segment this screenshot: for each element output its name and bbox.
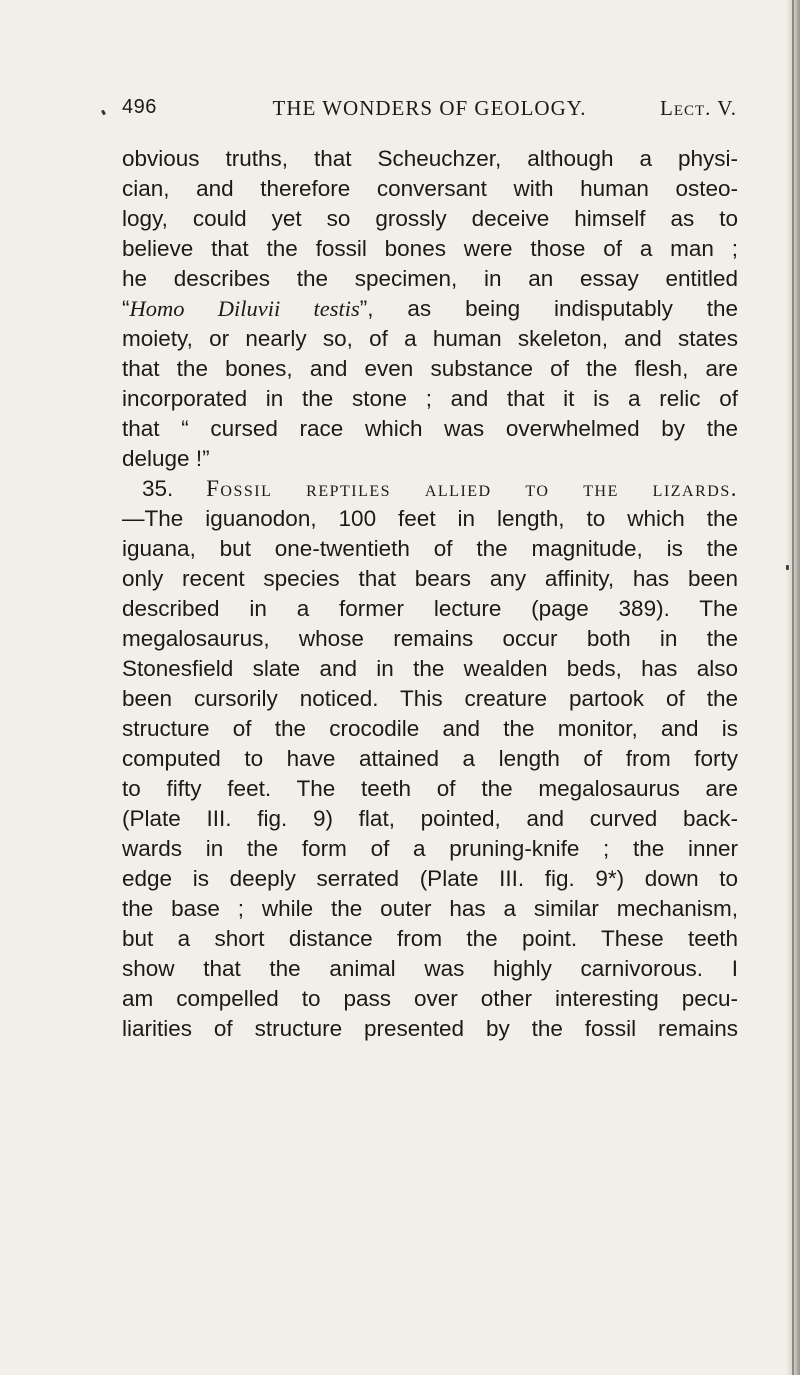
text-line: been cursorily noticed. This creature partook of the bbox=[122, 686, 738, 711]
text-line: computed to have attained a length of from forty bbox=[122, 746, 738, 771]
text-line: believe that the fossil bones were those of a man ; bbox=[122, 236, 738, 261]
essay-title: Homo Diluvii testis bbox=[129, 296, 360, 321]
text-line: that the bones, and even substance of the flesh, are bbox=[122, 356, 738, 381]
open-quote: “ bbox=[122, 296, 130, 321]
text-line: he describes the specimen, in an essay entitled bbox=[122, 266, 738, 291]
text-line: incorporated in the stone ; and that it is a relic of bbox=[122, 386, 738, 411]
text-line: megalosaurus, whose remains occur both in the bbox=[122, 626, 738, 651]
text-line: iguana, but one-twentieth of the magnitude, is the bbox=[122, 536, 738, 561]
text-line: described in a former lecture (page 389). The bbox=[122, 596, 738, 621]
text-line: liarities of structure presented by the fossil remains bbox=[122, 1016, 738, 1041]
page-number: 496 bbox=[122, 96, 157, 118]
running-head bbox=[122, 96, 737, 130]
section-heading bbox=[122, 474, 738, 504]
text-line: but a short distance from the point. These teeth bbox=[122, 926, 738, 951]
page-edge-line bbox=[792, 0, 794, 1375]
essay-title-continuation: ”, as being indisputably the bbox=[359, 296, 739, 321]
lecture-label: Lect. V. bbox=[660, 96, 737, 120]
text-line: only recent species that bears any affinity, has been bbox=[122, 566, 738, 591]
text-line: structure of the crocodile and the monitor, and is bbox=[122, 716, 738, 741]
text-line-essay-title bbox=[122, 294, 738, 324]
text-line: —The iguanodon, 100 feet in length, to which the bbox=[122, 506, 738, 531]
text-line: moiety, or nearly so, of a human skeleton, and states bbox=[122, 326, 738, 351]
ink-speck bbox=[101, 110, 106, 116]
text-line: logy, could yet so grossly deceive himself as to bbox=[122, 206, 738, 231]
text-line: obvious truths, that Scheuchzer, although a physi- bbox=[122, 146, 738, 171]
section-number: 35. bbox=[142, 476, 174, 501]
text-line: the base ; while the outer has a similar mechanism, bbox=[122, 896, 738, 921]
text-line: edge is deeply serrated (Plate III. fig. 9*) down to bbox=[122, 866, 738, 891]
text-line: deluge !” bbox=[122, 446, 210, 471]
section-title: Fossil reptiles allied to the lizards. bbox=[206, 476, 738, 501]
text-line: that “ cursed race which was overwhelmed by the bbox=[122, 416, 738, 441]
text-line: cian, and therefore conversant with human osteo- bbox=[122, 176, 738, 201]
text-line: (Plate III. fig. 9) flat, pointed, and curved back- bbox=[122, 806, 738, 831]
text-line: show that the animal was highly carnivorous. I bbox=[122, 956, 738, 981]
body-text bbox=[122, 144, 738, 1044]
text-line: wards in the form of a pruning-knife ; the inner bbox=[122, 836, 738, 861]
text-line: am compelled to pass over other interesting pecu- bbox=[122, 986, 738, 1011]
running-title: THE WONDERS OF GEOLOGY. bbox=[272, 96, 587, 120]
text-line: Stonesfield slate and in the wealden beds, has also bbox=[122, 656, 738, 681]
text-line: to fifty feet. The teeth of the megalosaurus are bbox=[122, 776, 738, 801]
